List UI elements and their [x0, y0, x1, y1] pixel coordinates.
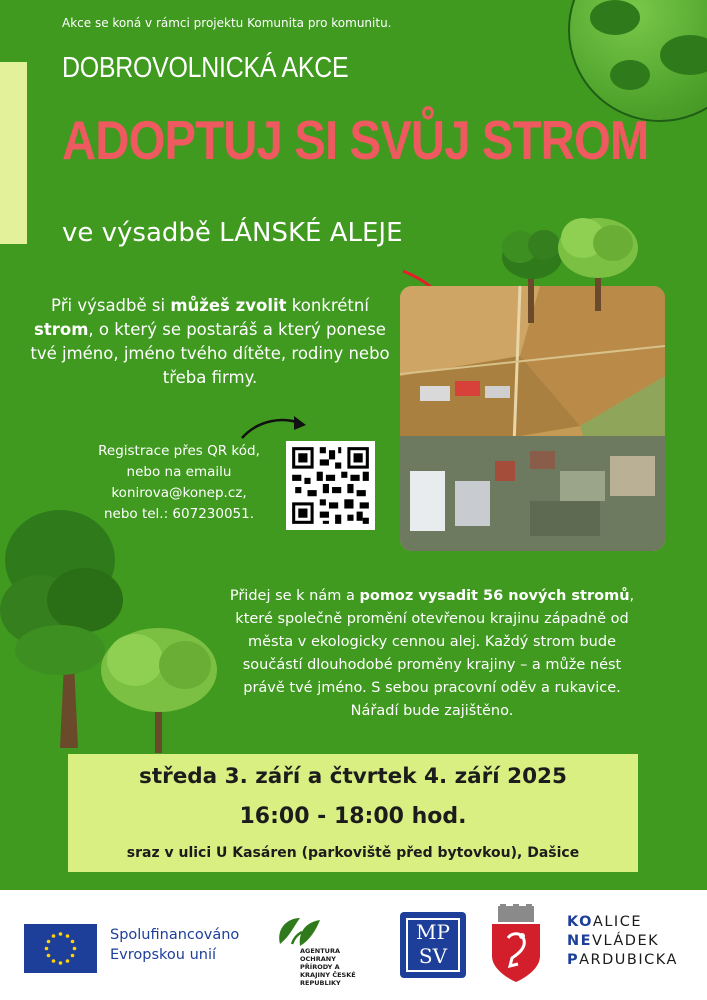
aopk-logo-text: AGENTURA OCHRANY PŘÍRODY A KRAJINY ČESKÉ REPUBLIKY	[300, 947, 356, 987]
mpsv-logo: MP SV	[400, 912, 466, 978]
intro-paragraph: Při výsadbě si můžeš zvolit konkrétní strom, o který se postaráš a který ponese tvé jméno, jméno tvého dítěte, rodiny nebo třeba firmy.	[30, 296, 390, 387]
registration-info: Registrace přes QR kód, nebo na emailu konirova@konep.cz, nebo tel.: 607230051.	[98, 443, 260, 522]
event-date: středa 3. září a čtvrtek 4. září 2025	[139, 764, 567, 789]
tree-icon	[548, 208, 648, 313]
project-note: Akce se koná v rámci projektu Komunita pro komunitu.	[62, 16, 392, 30]
accent-bar	[0, 62, 27, 244]
tree-icon	[95, 615, 225, 755]
arrow-icon	[238, 412, 313, 442]
coat-of-arms-icon	[490, 904, 542, 984]
join-paragraph: Přidej se k nám a pomoz vysadit 56 nových stromů, které společně promění otevřenou krajinu západně od města v ekologicky cennou alej. Každý strom bude součástí dlouhodobé proměny krajiny – a může nést právě tvé jméno. S sebou pracovní oděv a rukavice. Nářadí bude zajištěno.	[229, 588, 635, 719]
koalice-logo-text: KOALICE NEVLÁDEK PARDUBICKA	[567, 914, 678, 968]
page-title: ADOPTUJ SI SVŮJ STROM	[62, 109, 649, 171]
event-info-box	[68, 754, 638, 872]
kicker: DOBROVOLNICKÁ AKCE	[62, 52, 349, 84]
eu-flag-logo	[24, 924, 97, 973]
qr-code[interactable]	[286, 441, 375, 530]
globe-graphic	[568, 0, 707, 122]
aerial-photo	[400, 286, 665, 551]
event-place: sraz v ulici U Kasáren (parkoviště před bytovkou), Dašice	[126, 845, 580, 861]
event-time: 16:00 - 18:00 hod.	[239, 804, 467, 829]
eu-cofinanced-text: Spolufinancováno Evropskou unií	[110, 927, 240, 963]
aopk-leaf-icon	[270, 914, 330, 949]
subheading: ve výsadbě LÁNSKÉ ALEJE	[62, 218, 403, 248]
